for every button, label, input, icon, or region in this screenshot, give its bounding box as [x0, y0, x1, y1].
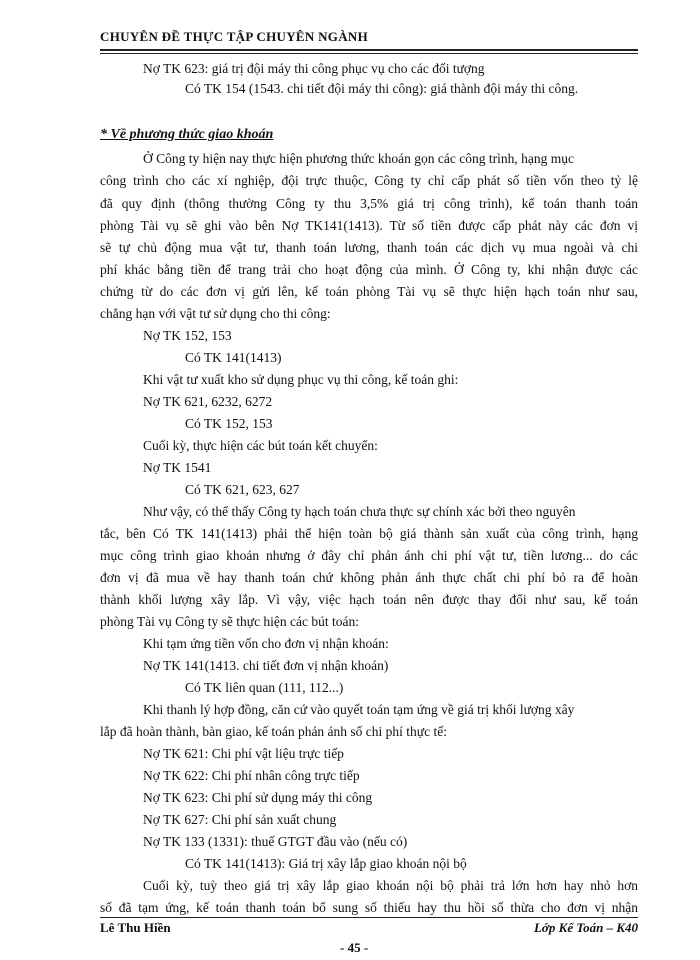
header-rule: [100, 49, 638, 51]
text-line: Cuối kỳ, thực hiện các bút toán kết chuyển:: [143, 438, 378, 453]
text-line: phòng Tài vụ Công ty sẽ thực hiện các bút toán:: [100, 614, 360, 629]
text-line: Nợ TK 621: Chi phí vật liệu trực tiếp: [143, 746, 344, 761]
text-line: Nợ TK 623: Chi phí sử dụng máy thi công: [143, 790, 373, 805]
text-line: chẳng hạn với vật tư sử dụng cho thi công:: [100, 306, 331, 321]
text-line: Nợ TK 152, 153: [143, 328, 232, 343]
text-line: Khi tạm ứng tiền vốn cho đơn vị nhận khoán:: [143, 636, 389, 651]
text-line: Ở Công ty hiện nay thực hiện phương thức khoán gọn các công trình, hạng mục: [143, 151, 574, 166]
text-line: Nợ TK 627: Chi phí sản xuất chung: [143, 812, 337, 827]
text-line: đơn vị đã mua về hay thanh toán chứ không phản ánh thực chất chi phí bỏ ra để hoàn: [100, 570, 638, 585]
header-rule-thin: [100, 53, 638, 54]
text-line: thành khối lượng xây lắp. Vì vậy, việc hạch toán nên được thay đổi như sau, kế toán: [100, 592, 638, 607]
footer-author: Lê Thu Hiền: [100, 920, 171, 935]
text-line: Có TK 141(1413): Giá trị xây lắp giao khoán nội bộ: [185, 856, 467, 871]
footer-class: Lớp Kế Toán – K40: [533, 920, 638, 935]
text-line: Có TK 141(1413): [185, 350, 282, 365]
text-line: sẽ tự chủ động mua vật tư, thanh toán lương, thanh toán các dịch vụ mua ngoài và chi: [100, 240, 638, 255]
text-line: Có TK 152, 153: [185, 416, 273, 431]
text-line: Nợ TK 622: Chi phí nhân công trực tiếp: [143, 768, 360, 783]
section-title: * Về phương thức giao khoán: [100, 127, 274, 142]
text-line: Cuối kỳ, tuỳ theo giá trị xây lắp giao khoán nội bộ phải trả lớn hơn hay nhỏ hơn: [143, 878, 638, 893]
text-line: công trình cho các xí nghiệp, đội trực thuộc, Công ty chỉ cấp phát số tiền vốn theo tỷ lệ: [100, 173, 638, 188]
text-line: Có TK liên quan (111, 112...): [185, 680, 344, 695]
page-number: - 45 -: [340, 940, 369, 955]
text-line: Nợ TK 141(1413. chi tiết đơn vị nhận khoán): [143, 658, 389, 673]
text-line: mục công trình giao khoán nhưng ở đây chỉ phản ánh chi phí vật tư, tiền lương... do các: [100, 548, 638, 563]
text-line: phòng Tài vụ sẽ ghi vào bên Nợ TK141(1413). Từ số tiền được cấp phát này các đơn vị: [100, 218, 638, 233]
text-line: Nợ TK 623: giá trị đội máy thi công phục vụ cho các đối tượng: [143, 61, 485, 76]
text-line: đã quy định (thông thường Công ty thu 3,5% giá trị công trình), kế toán thanh toán: [100, 196, 638, 211]
text-line: Như vậy, có thể thấy Công ty hạch toán chưa thực sự chính xác bởi theo nguyên: [143, 504, 576, 519]
text-line: Khi vật tư xuất kho sử dụng phục vụ thi công, kế toán ghi:: [143, 372, 459, 387]
footer-rule: [100, 917, 638, 918]
text-line: phí khác bằng tiền để trang trải cho hoạt động của mình. Ở Công ty, khi nhận được các: [100, 262, 638, 277]
text-line: Nợ TK 1541: [143, 460, 212, 475]
text-line: Khi thanh lý hợp đồng, căn cứ vào quyết toán tạm ứng về giá trị khối lượng xây: [143, 702, 575, 717]
text-line: tắc, bên Có TK 141(1413) phải thể hiện toàn bộ giá thành sản xuất của công trình, hạng: [100, 526, 638, 541]
text-line: số đã tạm ứng, kế toán thanh toán bổ sung số thiếu hay thu hồi số thừa cho đơn vị nhận: [100, 900, 638, 915]
text-line: Có TK 154 (1543. chi tiết đội máy thi công): giá thành đội máy thi công.: [185, 81, 579, 96]
text-line: lắp đã hoàn thành, bàn giao, kế toán phản ánh số chi phí thực tế:: [100, 724, 447, 739]
text-line: Nợ TK 621, 6232, 6272: [143, 394, 273, 409]
text-line: Có TK 621, 623, 627: [185, 482, 300, 497]
text-line: Nợ TK 133 (1331): thuế GTGT đầu vào (nếu có): [143, 834, 408, 849]
text-line: chứng từ do các đơn vị gửi lên, kế toán phòng Tài vụ sẽ thực hiện hạch toán như sau,: [100, 284, 638, 299]
page-header: CHUYÊN ĐỀ THỰC TẬP CHUYÊN NGÀNH: [100, 29, 368, 44]
